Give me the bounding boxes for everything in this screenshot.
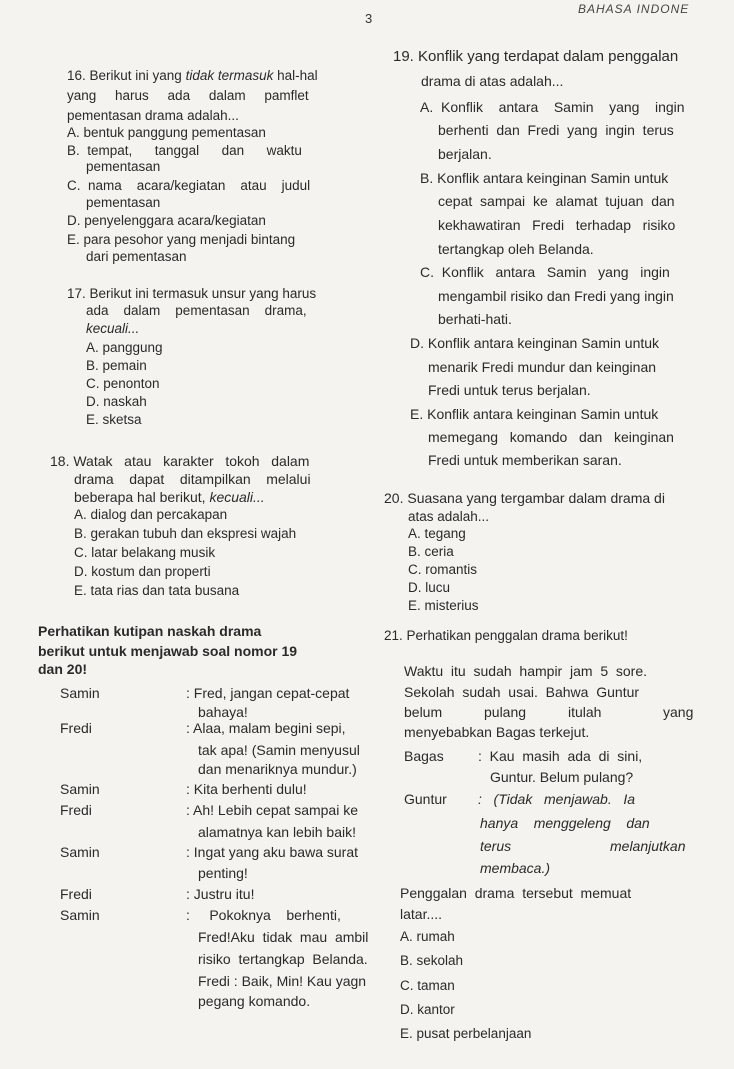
q19-option-b-cont: tertangkap oleh Belanda. — [438, 241, 594, 257]
q21-option-c: C. taman — [400, 978, 455, 993]
q19-option-a-cont: berjalan. — [438, 146, 492, 162]
speaker-name: Samin — [60, 844, 100, 860]
dialogue-text: terus melanjutkan — [480, 838, 686, 854]
dialogue-text: risiko tertangkap Belanda. — [198, 951, 368, 967]
dialogue-text: hanya menggeleng dan — [480, 815, 650, 831]
q19-option-d-cont: Fredi untuk terus berjalan. — [428, 382, 591, 398]
speaker-name: Bagas — [404, 748, 444, 764]
dialogue-text: dan menariknya mundur.) — [198, 761, 357, 777]
dialogue-text: alamatnya kan lebih baik! — [198, 824, 356, 840]
speaker-name: Samin — [60, 781, 100, 797]
q19-option-b-cont: kekhawatiran Fredi terhadap risiko — [438, 217, 676, 233]
q18-stem-line2: drama dapat ditampilkan melalui — [74, 471, 311, 487]
page-number: 3 — [365, 11, 373, 26]
speaker-name: Guntur — [404, 791, 447, 807]
q21-question-line2: latar.... — [400, 906, 443, 922]
speaker-name: Samin — [60, 907, 100, 923]
q17-option-b: B. pemain — [86, 358, 147, 373]
q19-option-d: D. Konflik antara keinginan Samin untuk — [410, 335, 660, 351]
q19-stem-line1: 19. Konflik yang terdapat dalam penggalan — [393, 48, 679, 65]
q18-option-a: A. dialog dan percakapan — [74, 507, 228, 522]
q21-passage-line2: Sekolah sudah usai. Bahwa Guntur — [404, 684, 640, 700]
dialogue-text: : Pokoknya berhenti, — [186, 907, 341, 923]
dialogue-text: Fred!Aku tidak mau ambil — [198, 929, 369, 945]
q19-option-b: B. Konflik antara keinginan Samin untuk — [420, 170, 669, 186]
dialogue-text: : Ah! Lebih cepat sampai ke — [186, 802, 358, 818]
dialogue-text: : Justru itu! — [186, 886, 255, 902]
q20-stem-line2: atas adalah... — [408, 509, 490, 524]
q16-option-c: C. nama acara/kegiatan atau judul — [67, 178, 311, 193]
q18-stem-line3: beberapa hal berikut, kecuali... — [74, 489, 265, 505]
speaker-name: Samin — [60, 685, 100, 701]
speaker-name: Fredi — [60, 802, 92, 818]
q19-option-a: A. Konflik antara Samin yang ingin — [420, 99, 685, 115]
subject-header: BAHASA INDONE — [578, 2, 690, 16]
q16-option-a: A. bentuk panggung pementasan — [67, 125, 266, 140]
q19-option-a-cont: berhenti dan Fredi yang ingin terus — [438, 122, 674, 138]
q19-option-c-cont: berhati-hati. — [438, 311, 512, 327]
q20-option-b: B. ceria — [408, 544, 454, 559]
dialogue-text: Guntur. Belum pulang? — [490, 769, 634, 785]
q17-option-e: E. sketsa — [86, 412, 142, 427]
q21-question-line1: Penggalan drama tersebut memuat — [400, 885, 632, 901]
q19-stem-line2: drama di atas adalah... — [421, 73, 564, 89]
q18-option-d: D. kostum dan properti — [74, 564, 211, 579]
q21-passage-line4: menyebabkan Bagas terkejut. — [404, 724, 590, 740]
dialogue-text: bahaya! — [198, 704, 248, 720]
q17-stem-line1: 17. Berikut ini termasuk unsur yang harus — [67, 286, 317, 301]
dialogue-text: Fredi : Baik, Min! Kau yagn — [198, 973, 367, 989]
q19-option-c-cont: mengambil risiko dan Fredi yang ingin — [438, 288, 674, 304]
q18-option-c: C. latar belakang musik — [74, 545, 216, 560]
q16-stem-line2: yang harus ada dalam pamflet — [67, 88, 309, 103]
q17-option-c: C. penonton — [86, 376, 160, 391]
q21-option-b: B. sekolah — [400, 953, 464, 968]
q21-option-d: D. kantor — [400, 1002, 455, 1017]
q16-option-e-cont: dari pementasan — [86, 249, 187, 264]
excerpt-heading-line1: Perhatikan kutipan naskah drama — [38, 623, 262, 639]
worksheet-page: 3 BAHASA INDONE 16. Berikut ini yang tidak termasuk hal-hal yang harus ada dalam pamflet pementasan drama adalah... A. bentuk panggung pementasan B. tempat, tanggal dan waktu pementasan C. nama acara/kegiatan atau judul pementasan D. penyelenggara acara/kegiatan E. para pesohor yang menjadi bintang dari pementasan 17. Berikut ini termasuk unsur yang harus ada dalam pementasan drama, kecuali... A. panggung B. pemain C. penonton D. naskah E. sketsa 18. Watak atau karakter tokoh dalam drama dapat ditampilkan melalui beberapa hal berikut, kecuali... A. dialog dan percakapan B. gerakan tubuh dan ekspresi wajah C. latar belakang musik D. kostum dan properti E. tata rias dan tata busana Perhatikan kutipan naskah drama berikut untuk menjawab soal nomor 19 dan 20! Samin : Fred, jangan cepat-cepat bahaya! Fredi : Alaa, malam begini sepi, tak apa! (Samin menyusul dan menariknya mundur.) Samin : Kita berhenti dulu! Fredi : Ah! Lebih cepat sampai ke alamatnya kan lebih baik! Samin : Ingat yang aku bawa surat penting! Fredi : Justru itu! Samin : Pokoknya berhenti, Fred!Aku tidak mau ambil risiko tertangkap Belanda. Fredi : Baik, Min! Kau yagn pegang komando. 19. Konflik yang terdapat dalam penggalan drama di atas adalah... A. Konflik antara Samin yang ingin berhenti dan Fredi yang ingin terus berjalan. B. Konflik antara keinginan Samin untuk cepat sampai ke alamat tujuan dan kekhawatiran Fredi terhadap risiko tertangkap oleh Belanda. C. Konflik antara Samin yang ingin mengambil risiko dan Fredi yang ingin berhati-hati. D. Konflik antara keinginan Samin untuk menarik Fredi mundur dan keinginan Fredi untuk terus berjalan. E. Konflik antara keinginan Samin untuk memegang komando dan keinginan Fredi untuk memberikan saran. 20. Suasana yang tergambar dalam drama di atas adalah... A. tegang B. ceria C. romantis D. lucu E. misterius 21. Perhatikan penggalan drama berikut! Waktu itu sudah hampir jam 5 sore. Sekolah sudah usai. Bahwa Guntur belum pulang itulah yang menyebabkan Bagas terkejut. Bagas : Kau masih ada di sini, Guntur. Belum pulang? Guntur : (Tidak menjawab. Ia hanya menggeleng dan terus melanjutkan membaca.) Penggalan drama tersebut memuat latar.... A. rumah B. sekolah C. taman D. kantor E. pusat perbelanjaan — [0, 0, 734, 1069]
q16-option-e: E. para pesohor yang menjadi bintang — [67, 232, 296, 247]
q19-option-c: C. Konflik antara Samin yang ingin — [420, 264, 670, 280]
q18-stem-line1: 18. Watak atau karakter tokoh dalam — [50, 453, 310, 469]
dialogue-text: : Ingat yang aku bawa surat — [186, 844, 358, 860]
q21-passage-line1: Waktu itu sudah hampir jam 5 sore. — [404, 663, 648, 679]
dialogue-text: penting! — [198, 865, 248, 881]
speaker-name: Fredi — [60, 720, 92, 736]
q16-stem-line3: pementasan drama adalah... — [67, 108, 239, 123]
q18-option-e: E. tata rias dan tata busana — [74, 583, 240, 598]
q16-option-b: B. tempat, tanggal dan waktu — [67, 143, 302, 158]
q19-option-b-cont: cepat sampai ke alamat tujuan dan — [438, 193, 675, 209]
q20-option-d: D. lucu — [408, 580, 451, 595]
q19-option-d-cont: menarik Fredi mundur dan keinginan — [428, 359, 657, 375]
q16-stem-line1: 16. Berikut ini yang tidak termasuk hal-hal — [67, 68, 318, 83]
q16-option-b-cont: pementasan — [86, 159, 161, 174]
q16-option-d: D. penyelenggara acara/kegiatan — [67, 213, 266, 228]
q17-option-d: D. naskah — [86, 394, 147, 409]
q16-option-c-cont: pementasan — [86, 195, 161, 210]
dialogue-text: pegang komando. — [198, 993, 311, 1009]
q20-option-a: A. tegang — [408, 526, 466, 541]
q19-option-e-cont: Fredi untuk memberikan saran. — [428, 452, 622, 468]
q18-option-b: B. gerakan tubuh dan ekspresi wajah — [74, 526, 297, 541]
q21-option-e: E. pusat perbelanjaan — [400, 1026, 532, 1041]
dialogue-text: : Fred, jangan cepat-cepat — [186, 685, 350, 701]
q21-option-a: A. rumah — [400, 929, 455, 944]
dialogue-text: membaca.) — [480, 860, 551, 876]
q21-stem: 21. Perhatikan penggalan drama berikut! — [384, 628, 628, 643]
dialogue-text: : Kau masih ada di sini, — [478, 748, 643, 764]
q19-option-e: E. Konflik antara keinginan Samin untuk — [410, 406, 659, 422]
q17-option-a: A. panggung — [86, 340, 163, 355]
dialogue-text: tak apa! (Samin menyusul — [198, 742, 360, 758]
speaker-name: Fredi — [60, 886, 92, 902]
excerpt-heading-line2: berikut untuk menjawab soal nomor 19 — [38, 643, 298, 659]
q20-option-e: E. misterius — [408, 598, 479, 613]
q20-option-c: C. romantis — [408, 562, 478, 577]
dialogue-text: : Kita berhenti dulu! — [186, 781, 307, 797]
dialogue-text: : (Tidak menjawab. Ia — [478, 791, 636, 807]
excerpt-heading-line3: dan 20! — [38, 661, 88, 677]
q17-stem-line2: ada dalam pementasan drama, — [86, 303, 307, 318]
q20-stem-line1: 20. Suasana yang tergambar dalam drama di — [384, 490, 665, 506]
dialogue-text: : Alaa, malam begini sepi, — [186, 720, 346, 736]
q17-stem-line3: kecuali... — [86, 321, 140, 336]
q19-option-e-cont: memegang komando dan keinginan — [428, 429, 674, 445]
